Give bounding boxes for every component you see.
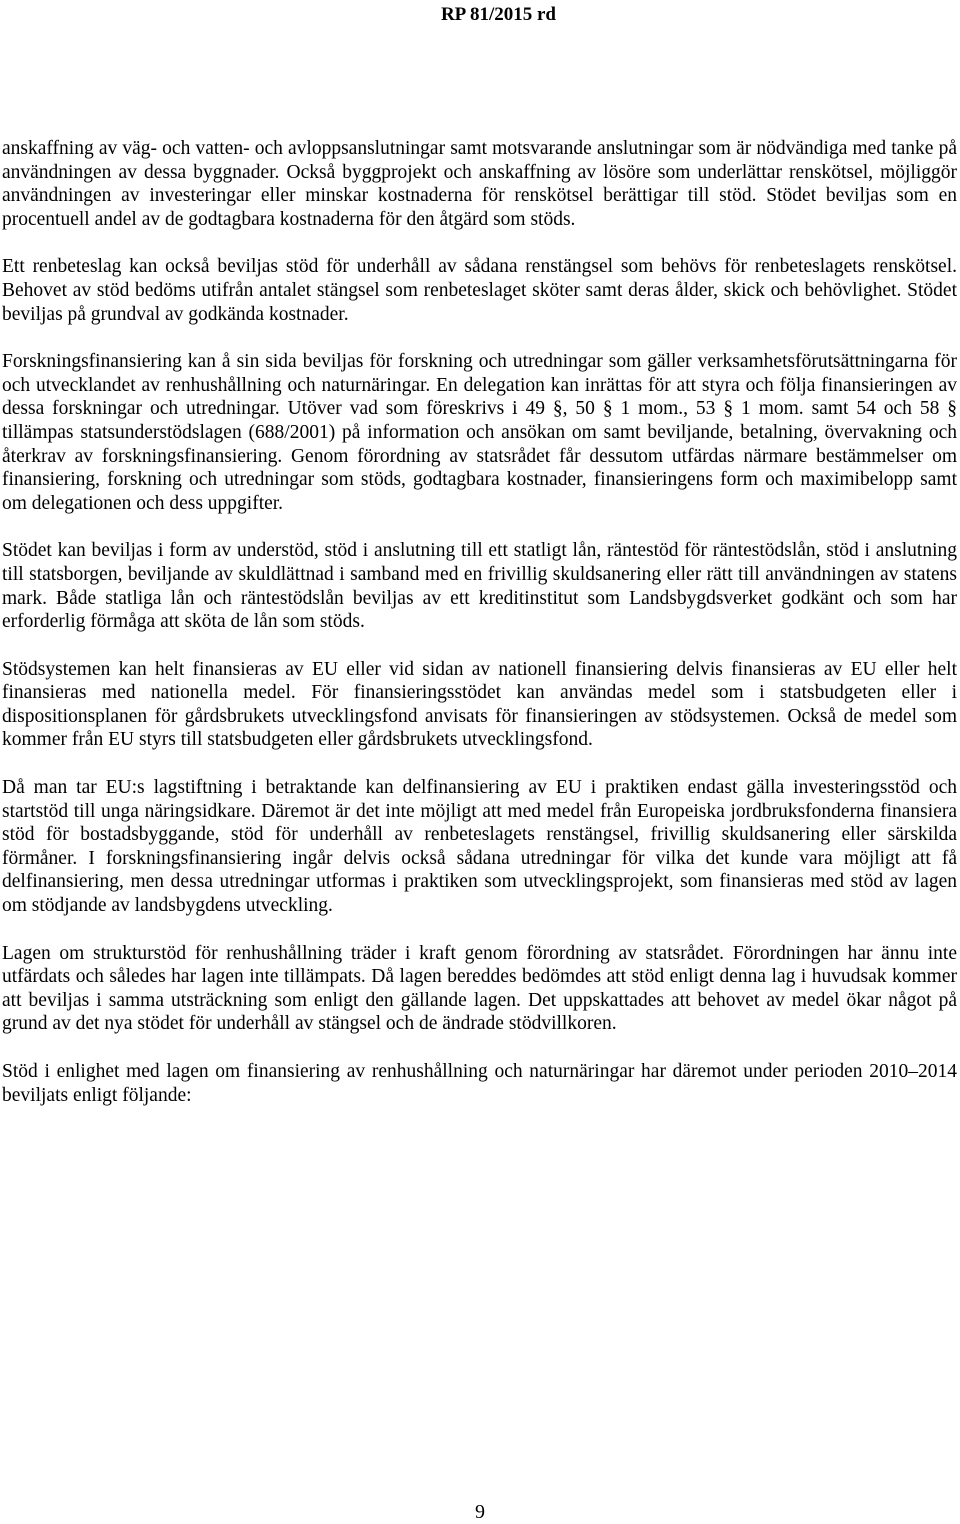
document-id: RP 81/2015 rd bbox=[440, 4, 556, 25]
body-text bbox=[2, 137, 957, 1131]
paragraph: Lagen om strukturstöd för renhushållning träder i kraft genom förordning av statsrådet. Förordningen har ännu inte utfärdats och således har lagen inte tillämpats. Då lagen bereddes bedömdes att stöd enligt denna lag i huvudsak kommer att beviljas i samma utsträckning som enligt den gällande lagen. Det uppskattades att behovet av medel ökar något på grund av det nya stödet för underhåll av stängsel och de ändrade stödvillkoren. bbox=[2, 942, 957, 1035]
paragraph: Stödsystemen kan helt finansieras av EU eller vid sidan av nationell finansiering delvis finansieras av EU eller helt finansieras med nationella medel. För finansieringsstödet kan användas medel som i statsbudgeten eller i dispositionsplanen för gårdsbrukets utvecklingsfond anvisats för finansieringen av stödsystemen. Också de medel som kommer från EU styrs till statsbudgeten eller gårdsbrukets utvecklingsfond. bbox=[2, 658, 957, 751]
paragraph: Stöd i enlighet med lagen om finansiering av renhushållning och naturnäringar har däremot under perioden 2010–2014 beviljats enligt följande: bbox=[2, 1061, 957, 1106]
paragraph: Ett renbeteslag kan också beviljas stöd för underhåll av sådana renstängsel som behövs för renbeteslagets renskötsel. Behovet av stöd bedöms utifrån antalet stängsel som renbeteslaget sköter samt deras ålder, skick och behövlighet. Stödet beviljas på grundval av godkända kostnader. bbox=[2, 256, 957, 325]
paragraph: anskaffning av väg- och vatten- och avloppsanslutningar samt motsvarande anslutningar som är nödvändiga med tanke på användningen av dessa byggnader. Också byggprojekt och anskaffning av lösöre som underlättar renskötsel, möjliggör användningen av investeringar eller minskar kostnaderna för renskötsel berättigar till stöd. Stödet beviljas som en procentuell andel av de godtagbara kostnaderna för den åtgärd som stöds. bbox=[2, 138, 957, 230]
paragraph: Stödet kan beviljas i form av understöd, stöd i anslutning till ett statligt lån, räntestöd för räntestödslån, stöd i anslutning till statsborgen, beviljande av skuldlättnad i samband med en frivillig skuldsanering eller rätt till användningen av statens mark. Både statliga lån och räntestödslån beviljas av ett kreditinstitut som Landsbygdsverket godkänt och som har erforderlig förmåga att sköta de lån som stöds. bbox=[2, 540, 957, 633]
paragraph: Då man tar EU:s lagstiftning i betraktande kan delfinansiering av EU i praktiken endast gälla investeringsstöd och startstöd till unga näringsidkare. Däremot är det inte möjligt att med medel från Europeiska jordbruksfonderna finansiera stöd för bostadsbyggande, stöd för underhåll av renbeteslagets renstängsel, frivillig skuldsanering eller särskilda förmåner. I forskningsfinansiering ingår delvis också sådana utredningar för vilka det kunde vara möjligt att få delfinansiering, men dessa utredningar utformas i praktiken som utvecklingsprojekt, som finansieras med stöd av lagen om stödjande av landsbygdens utveckling. bbox=[2, 777, 957, 917]
paragraph: Forskningsfinansiering kan å sin sida beviljas för forskning och utredningar som gäller verksamhetsförutsättningarna för och utvecklandet av renhushållning och naturnäringar. En delegation kan inrättas för att styra och följa finansieringen av dessa forskningar och utredningar. Utöver vad som föreskrivs i 49 §, 50 § 1 mom., 53 § 1 mom. samt 54 och 58 § tillämpas statsunderstödslagen (688/2001) på information och ansökan om samt beviljande, betalning, övervakning och återkrav av forskningsfinansiering. Genom förordning av statsrådet får dessutom utfärdas närmare bestämmelser om finansiering, forskning och utredningar som stöds, godtagbara kostnader, finansieringens form och maximibelopp samt om delegationen och dess uppgifter. bbox=[2, 351, 957, 514]
page-number: 9 bbox=[475, 1501, 485, 1523]
